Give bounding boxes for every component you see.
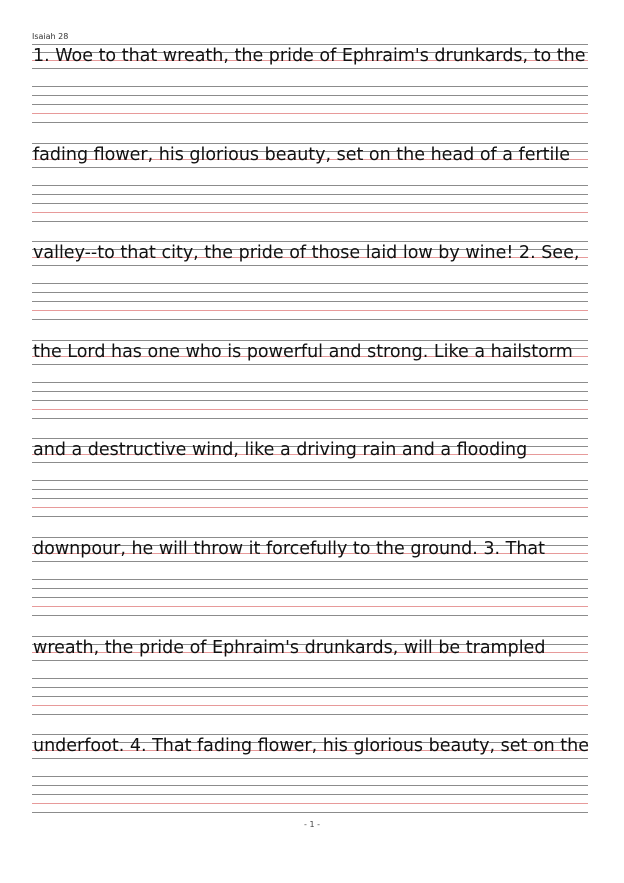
guide-rule-red — [32, 803, 588, 804]
guide-rule — [32, 687, 588, 688]
verse-line-text: 1. Woe to that wreath, the pride of Ephraim's drunkards, to the — [33, 46, 586, 66]
guide-rule — [32, 418, 588, 419]
guide-rule — [32, 660, 588, 661]
guide-rule — [32, 489, 588, 490]
guide-rule — [32, 588, 588, 589]
guide-rule — [32, 579, 588, 580]
writing-line — [32, 340, 588, 438]
guide-rule — [32, 462, 588, 463]
guide-rule — [32, 597, 588, 598]
guide-rule-red — [32, 113, 588, 114]
guide-rule — [32, 776, 588, 777]
guide-rule — [32, 86, 588, 87]
verse-line-text: valley--to that city, the pride of those laid low by wine! 2. See, — [33, 243, 580, 264]
writing-line — [32, 636, 588, 734]
verse-line-text: wreath, the pride of Ephraim's drunkards, will be trampled — [33, 637, 546, 658]
verse-line-text: the Lord has one who is powerful and strong. Like a hailstorm — [33, 341, 573, 362]
guide-rule — [32, 714, 588, 715]
guide-rule — [32, 480, 588, 481]
guide-rule — [32, 364, 588, 365]
guide-rule — [32, 301, 588, 302]
guide-rule — [32, 812, 588, 813]
guide-rule — [32, 498, 588, 499]
guide-rule — [32, 516, 588, 517]
guide-rule — [32, 68, 588, 69]
guide-rule — [32, 203, 588, 204]
guide-rule — [32, 221, 588, 222]
writing-line — [32, 44, 588, 142]
page-header: Isaiah 28 — [32, 32, 69, 41]
verse-line-text: and a destructive wind, like a driving rain and a flooding — [33, 440, 528, 461]
guide-rule — [32, 785, 588, 786]
guide-rule — [32, 615, 588, 616]
guide-rule — [32, 167, 588, 168]
guide-rule-red — [32, 705, 588, 706]
writing-line — [32, 537, 588, 635]
guide-rule-red — [32, 212, 588, 213]
guide-rule — [32, 283, 588, 284]
writing-line — [32, 438, 588, 536]
guide-rule — [32, 391, 588, 392]
guide-rule — [32, 185, 588, 186]
writing-line — [32, 143, 588, 241]
verse-line-text: downpour, he will throw it forcefully to the ground. 3. That — [33, 539, 546, 559]
guide-rule — [32, 265, 588, 266]
guide-rule — [32, 292, 588, 293]
guide-rule — [32, 678, 588, 679]
writing-line — [32, 734, 588, 832]
guide-rule — [32, 122, 588, 123]
guide-rule — [32, 95, 588, 96]
guide-rule — [32, 104, 588, 105]
guide-rule — [32, 194, 588, 195]
guide-rule — [32, 382, 588, 383]
guide-rule-red — [32, 606, 588, 607]
verse-line-text: underfoot. 4. That fading flower, his glorious beauty, set on the — [33, 736, 590, 757]
guide-rule — [32, 319, 588, 320]
guide-rule — [32, 400, 588, 401]
guide-rule-red — [32, 310, 588, 311]
guide-rule — [32, 561, 588, 562]
guide-rule — [32, 758, 588, 759]
verse-line-text: fading flower, his glorious beauty, set on the head of a fertile — [33, 144, 571, 165]
writing-line — [32, 241, 588, 339]
guide-rule — [32, 696, 588, 697]
guide-rule-red — [32, 409, 588, 410]
guide-rule-red — [32, 507, 588, 508]
guide-rule — [32, 794, 588, 795]
page-number: - 1 - — [304, 820, 320, 829]
